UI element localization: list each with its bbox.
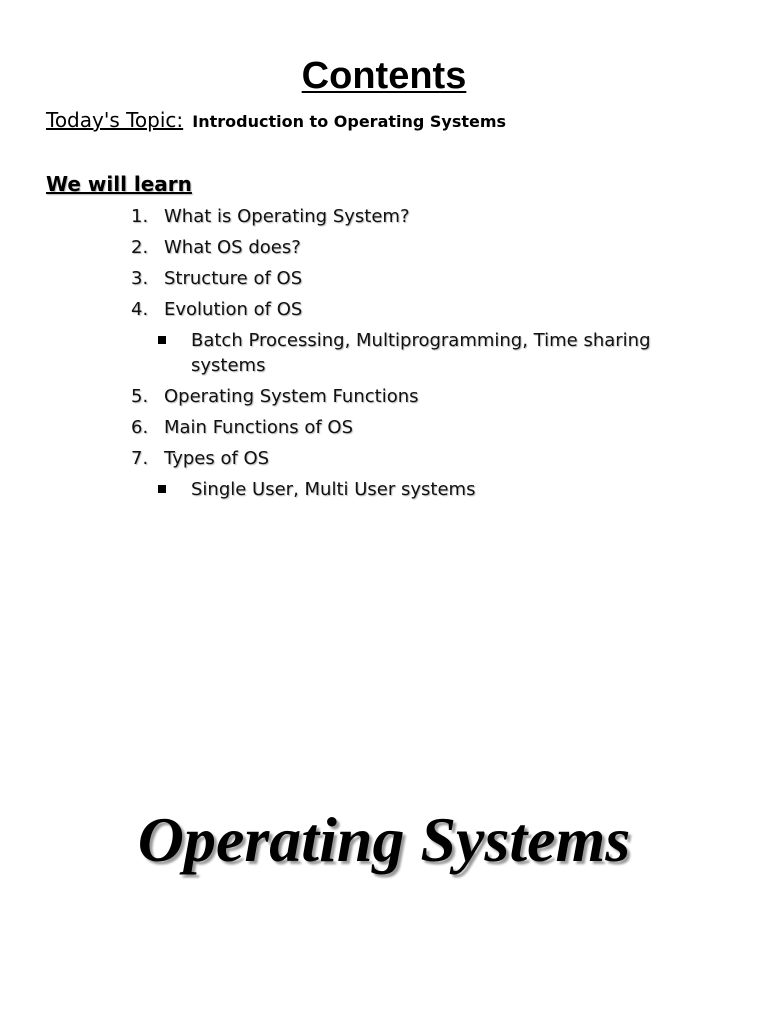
item-number: 2. — [131, 237, 149, 258]
item-number: 3. — [131, 268, 149, 289]
item-number: 1. — [131, 206, 149, 227]
list-item — [0, 263, 768, 294]
learn-heading: We will learn — [46, 172, 192, 196]
list-item — [0, 294, 768, 325]
learn-list — [0, 201, 768, 505]
square-bullet-icon — [158, 336, 166, 344]
item-text: Evolution of OS — [164, 299, 303, 320]
topic-label: Today's Topic: — [46, 108, 184, 132]
topic-value: Introduction to Operating Systems — [192, 112, 507, 131]
list-item — [0, 412, 768, 443]
list-item — [0, 381, 768, 412]
item-number: 4. — [131, 299, 149, 320]
item-text: Operating System Functions — [164, 386, 419, 407]
topic-line — [46, 106, 506, 136]
item-text: What OS does? — [164, 237, 301, 258]
list-item — [0, 232, 768, 263]
item-text: Types of OS — [164, 448, 270, 469]
item-number: 5. — [131, 386, 149, 407]
sub-list-item — [0, 477, 768, 502]
item-text: What is Operating System? — [164, 206, 410, 227]
page-title: Contents — [301, 55, 467, 97]
item-number: 6. — [131, 417, 149, 438]
operating-systems-banner: Operating Systems — [137, 804, 631, 875]
list-item — [0, 201, 768, 232]
sub-list-item — [0, 328, 768, 378]
item-number: 7. — [131, 448, 149, 469]
square-bullet-icon — [158, 485, 166, 493]
sub-item-text: Single User, Multi User systems — [191, 479, 476, 500]
item-text: Main Functions of OS — [164, 417, 354, 438]
sub-item-text: Batch Processing, Multiprogramming, Time sharing systems — [191, 330, 651, 376]
item-text: Structure of OS — [164, 268, 303, 289]
list-item — [0, 443, 768, 474]
